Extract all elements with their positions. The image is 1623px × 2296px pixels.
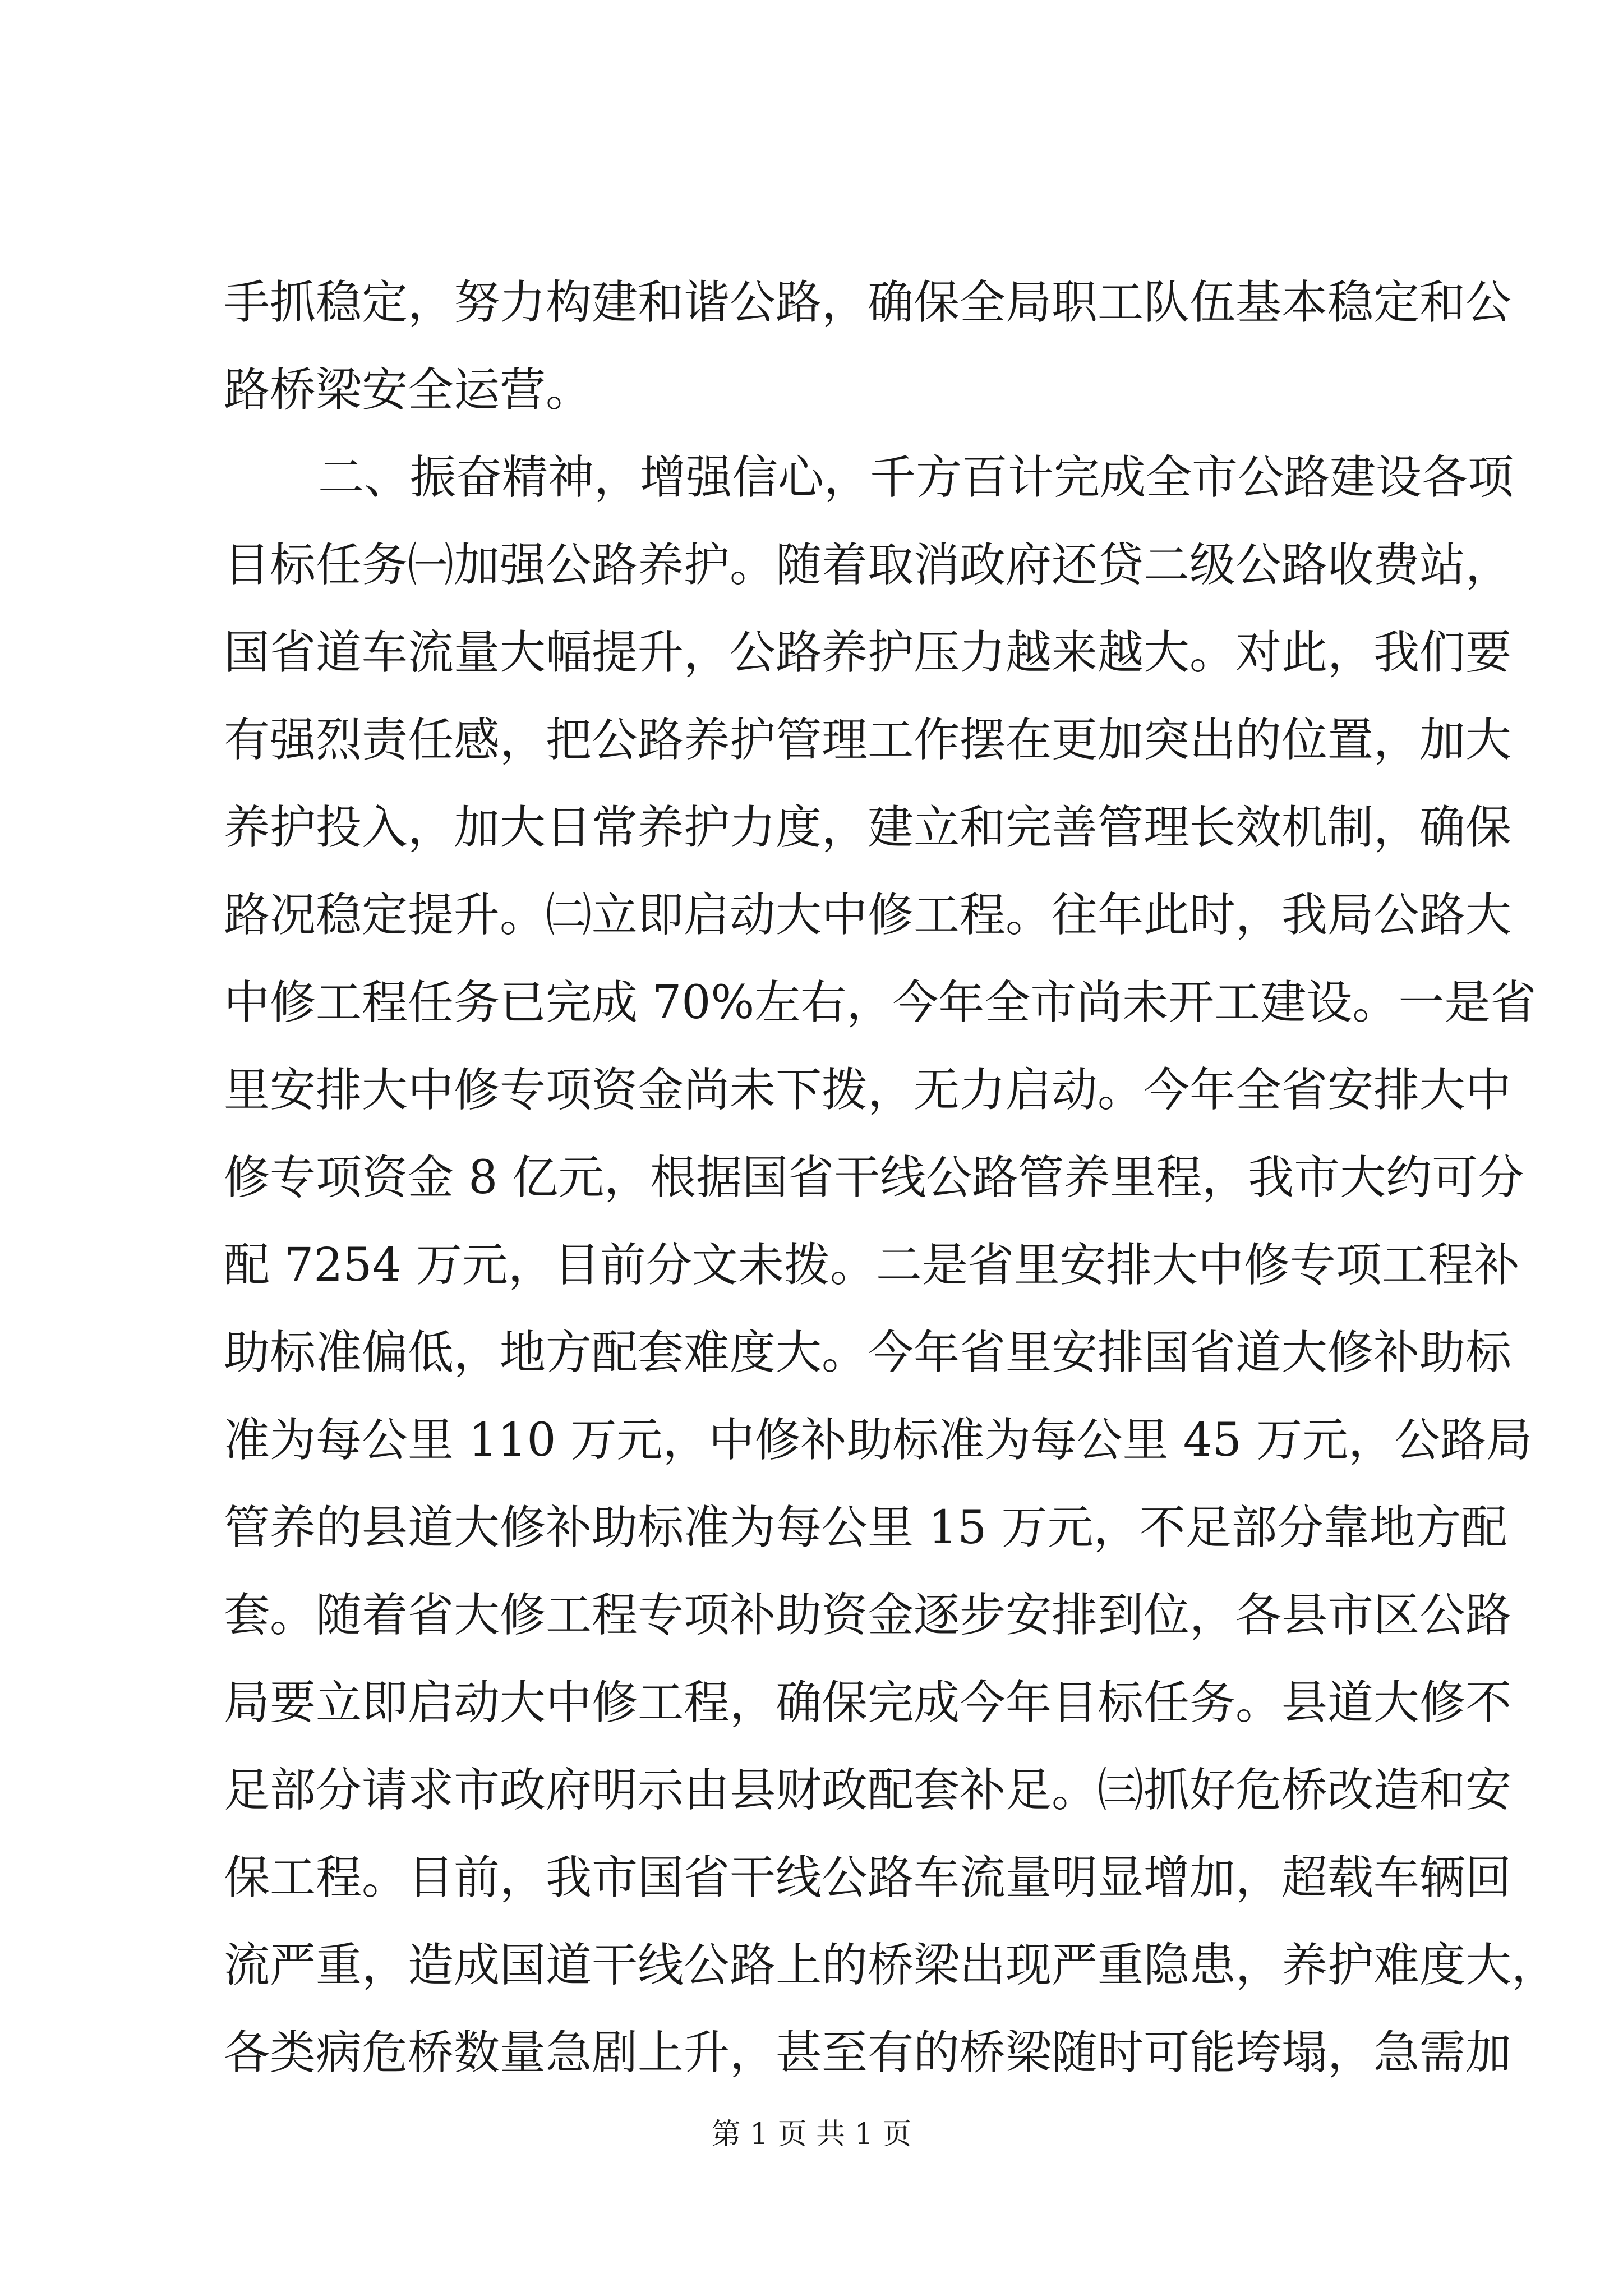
text-line: 保工程。目前，我市国省干线公路车流量明显增加，超载车辆回	[224, 1851, 1512, 1904]
text-line: 中修工程任务已完成 70%左右，今年全市尚未开工建设。一是省	[224, 976, 1537, 1029]
text-line: 修专项资金 8 亿元，根据国省干线公路管养里程，我市大约可分	[224, 1151, 1524, 1204]
page-footer: 第 1 页 共 1 页	[711, 2118, 912, 2151]
text-line: 里安排大中修专项资金尚未下拨，无力启动。今年全省安排大中	[224, 1064, 1512, 1117]
text-line: 路况稳定提升。㈡立即启动大中修工程。往年此时，我局公路大	[224, 889, 1512, 942]
text-line: 套。随着省大修工程专项补助资金逐步安排到位，各县市区公路	[224, 1589, 1512, 1642]
body-text	[224, 259, 1558, 2097]
text-line: 各类病危桥数量急剧上升，甚至有的桥梁随时可能垮塌，急需加	[224, 2026, 1512, 2079]
text-line: 准为每公里 110 万元，中修补助标准为每公里 45 万元，公路局	[224, 1414, 1533, 1467]
text-line: 流严重，造成国道干线公路上的桥梁出现严重隐患，养护难度大，	[224, 1939, 1558, 1992]
text-line: 二、振奋精神，增强信心，千方百计完成全市公路建设各项	[318, 451, 1514, 504]
text-line: 局要立即启动大中修工程，确保完成今年目标任务。县道大修不	[224, 1676, 1512, 1729]
text-line: 管养的县道大修补助标准为每公里 15 万元，不足部分靠地方配	[224, 1501, 1507, 1554]
text-line: 手抓稳定，努力构建和谐公路，确保全局职工队伍基本稳定和公	[224, 276, 1512, 329]
text-line: 配 7254 万元，目前分文未拨。二是省里安排大中修专项工程补	[224, 1239, 1520, 1292]
text-line: 目标任务㈠加强公路养护。随着取消政府还贷二级公路收费站，	[224, 539, 1512, 592]
text-line: 足部分请求市政府明示由县财政配套补足。㈢抓好危桥改造和安	[224, 1764, 1512, 1817]
text-line: 养护投入，加大日常养护力度，建立和完善管理长效机制，确保	[224, 801, 1512, 854]
text-line: 路桥梁安全运营。	[224, 364, 592, 417]
text-line: 有强烈责任感，把公路养护管理工作摆在更加突出的位置，加大	[224, 714, 1512, 767]
text-line: 国省道车流量大幅提升，公路养护压力越来越大。对此，我们要	[224, 626, 1512, 679]
text-line: 助标准偏低，地方配套难度大。今年省里安排国省道大修补助标	[224, 1326, 1512, 1379]
